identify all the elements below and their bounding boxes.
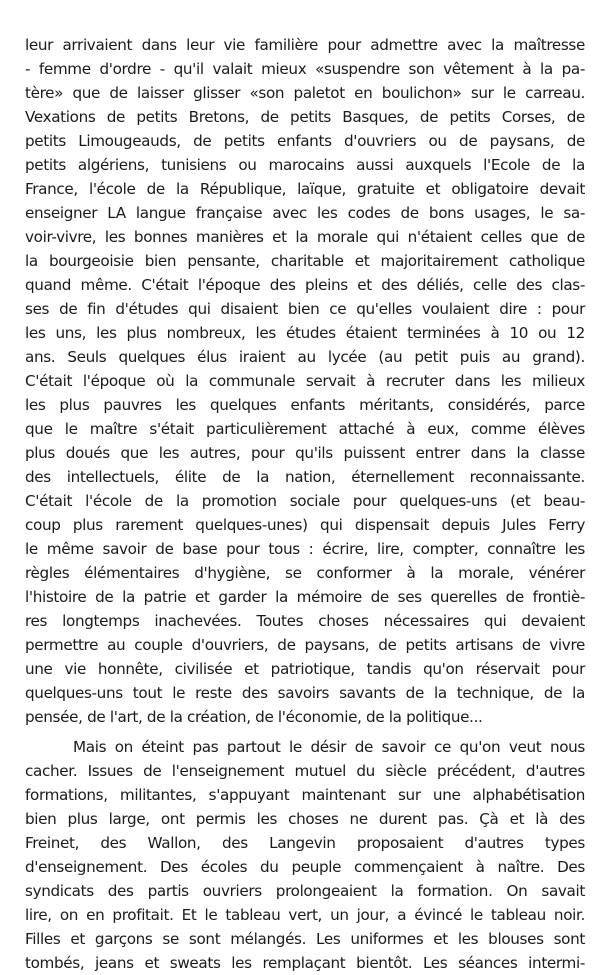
text-line: leur arrivaient dans leur vie familière pour admettre avec la maîtresse: [25, 36, 585, 54]
text-line: - femme d'ordre - qu'il valait mieux «suspendre son vêtement à la pa-: [25, 60, 585, 78]
text-line: petits algériens, tunisiens ou marocains aussi auxquels l'Ecole de la: [25, 156, 585, 174]
text-line: les plus pauvres les quelques enfants méritants, considérés, parce: [25, 396, 585, 414]
text-line: cacher. Issues de l'enseignement mutuel du siècle précédent, d'autres: [25, 762, 585, 780]
text-line: tère» que de laisser glisser «son paletot en boulichon» sur le carreau.: [25, 84, 585, 102]
paragraph-1: [25, 33, 585, 729]
text-line: pensée, de l'art, de la création, de l'économie, de la politique...: [25, 708, 483, 726]
paragraph-2: [25, 735, 585, 975]
text-line: petits Limougeauds, de petits enfants d'ouvriers ou de paysans, de: [25, 132, 585, 150]
text-line: bien plus large, ont permis les choses ne durent pas. Çà et là des: [25, 810, 585, 828]
text-line: que le maître s'était particulièrement attaché à eux, comme élèves: [25, 420, 585, 438]
text-line: ans. Seuls quelques élus iraient au lycée (au petit puis au grand).: [25, 348, 585, 366]
text-line: Filles et garçons se sont mélangés. Les uniformes et les blouses sont: [25, 930, 585, 948]
text-line: quand même. C'était l'époque des pleins et des déliés, celle des clas-: [25, 276, 585, 294]
text-line: syndicats des partis ouvriers prolongeaient la formation. On savait: [25, 882, 585, 900]
text-line: Mais on éteint pas partout le désir de savoir ce qu'on veut nous: [73, 738, 585, 756]
text-line: C'était l'école de la promotion sociale pour quelques-uns (et beau-: [25, 492, 585, 510]
text-line: ses de fin d'études qui disaient bien ce qu'elles voulaient dire : pour: [25, 300, 585, 318]
document-page: [25, 33, 585, 975]
text-line: France, l'école de la République, laïque, gratuite et obligatoire devait: [25, 180, 585, 198]
text-line: d'enseignement. Des écoles du peuple commençaient à naître. Des: [25, 858, 585, 876]
text-line: la bourgeoisie bien pensante, charitable et majoritairement catholique: [25, 252, 585, 270]
text-line: des intellectuels, élite de la nation, éternellement reconnaissante.: [25, 468, 585, 486]
text-line: tombés, jeans et sweats les remplaçant bientôt. Les séances intermi-: [25, 954, 585, 972]
text-line: formations, militantes, s'appuyant maintenant sur une alphabétisation: [25, 786, 585, 804]
text-line: le même savoir de base pour tous : écrire, lire, compter, connaître les: [25, 540, 585, 558]
text-line: les uns, les plus nombreux, les études étaient terminées à 10 ou 12: [25, 324, 585, 342]
text-line: coup plus rarement quelques-unes) qui dispensait depuis Jules Ferry: [25, 516, 585, 534]
text-line: Vexations de petits Bretons, de petits Basques, de petits Corses, de: [25, 108, 585, 126]
text-line: règles élémentaires d'hygiène, se conformer à la morale, vénérer: [25, 564, 585, 582]
text-line: voir-vivre, les bonnes manières et la morale qui n'étaient celles que de: [25, 228, 585, 246]
text-line: une vie honnête, civilisée et patriotique, tandis qu'on réservait pour: [25, 660, 585, 678]
text-line: Freinet, des Wallon, des Langevin proposaient d'autres types: [25, 834, 585, 852]
text-line: plus doués que les autres, pour qu'ils puissent entrer dans la classe: [25, 444, 585, 462]
text-line: permettre au couple d'ouvriers, de paysans, de petits artisans de vivre: [25, 636, 585, 654]
text-line: C'était l'époque où la communale servait à recruter dans les milieux: [25, 372, 585, 390]
text-line: enseigner LA langue française avec les codes de bons usages, le sa-: [25, 204, 585, 222]
text-line: quelques-uns tout le reste des savoirs savants de la technique, de la: [25, 684, 585, 702]
text-line: l'histoire de la patrie et garder la mémoire de ses querelles de frontiè-: [25, 588, 585, 606]
text-line: res longtemps inachevées. Toutes choses nécessaires qui devaient: [25, 612, 585, 630]
text-line: lire, on en profitait. Et le tableau vert, un jour, a évincé le tableau noir.: [25, 906, 585, 924]
